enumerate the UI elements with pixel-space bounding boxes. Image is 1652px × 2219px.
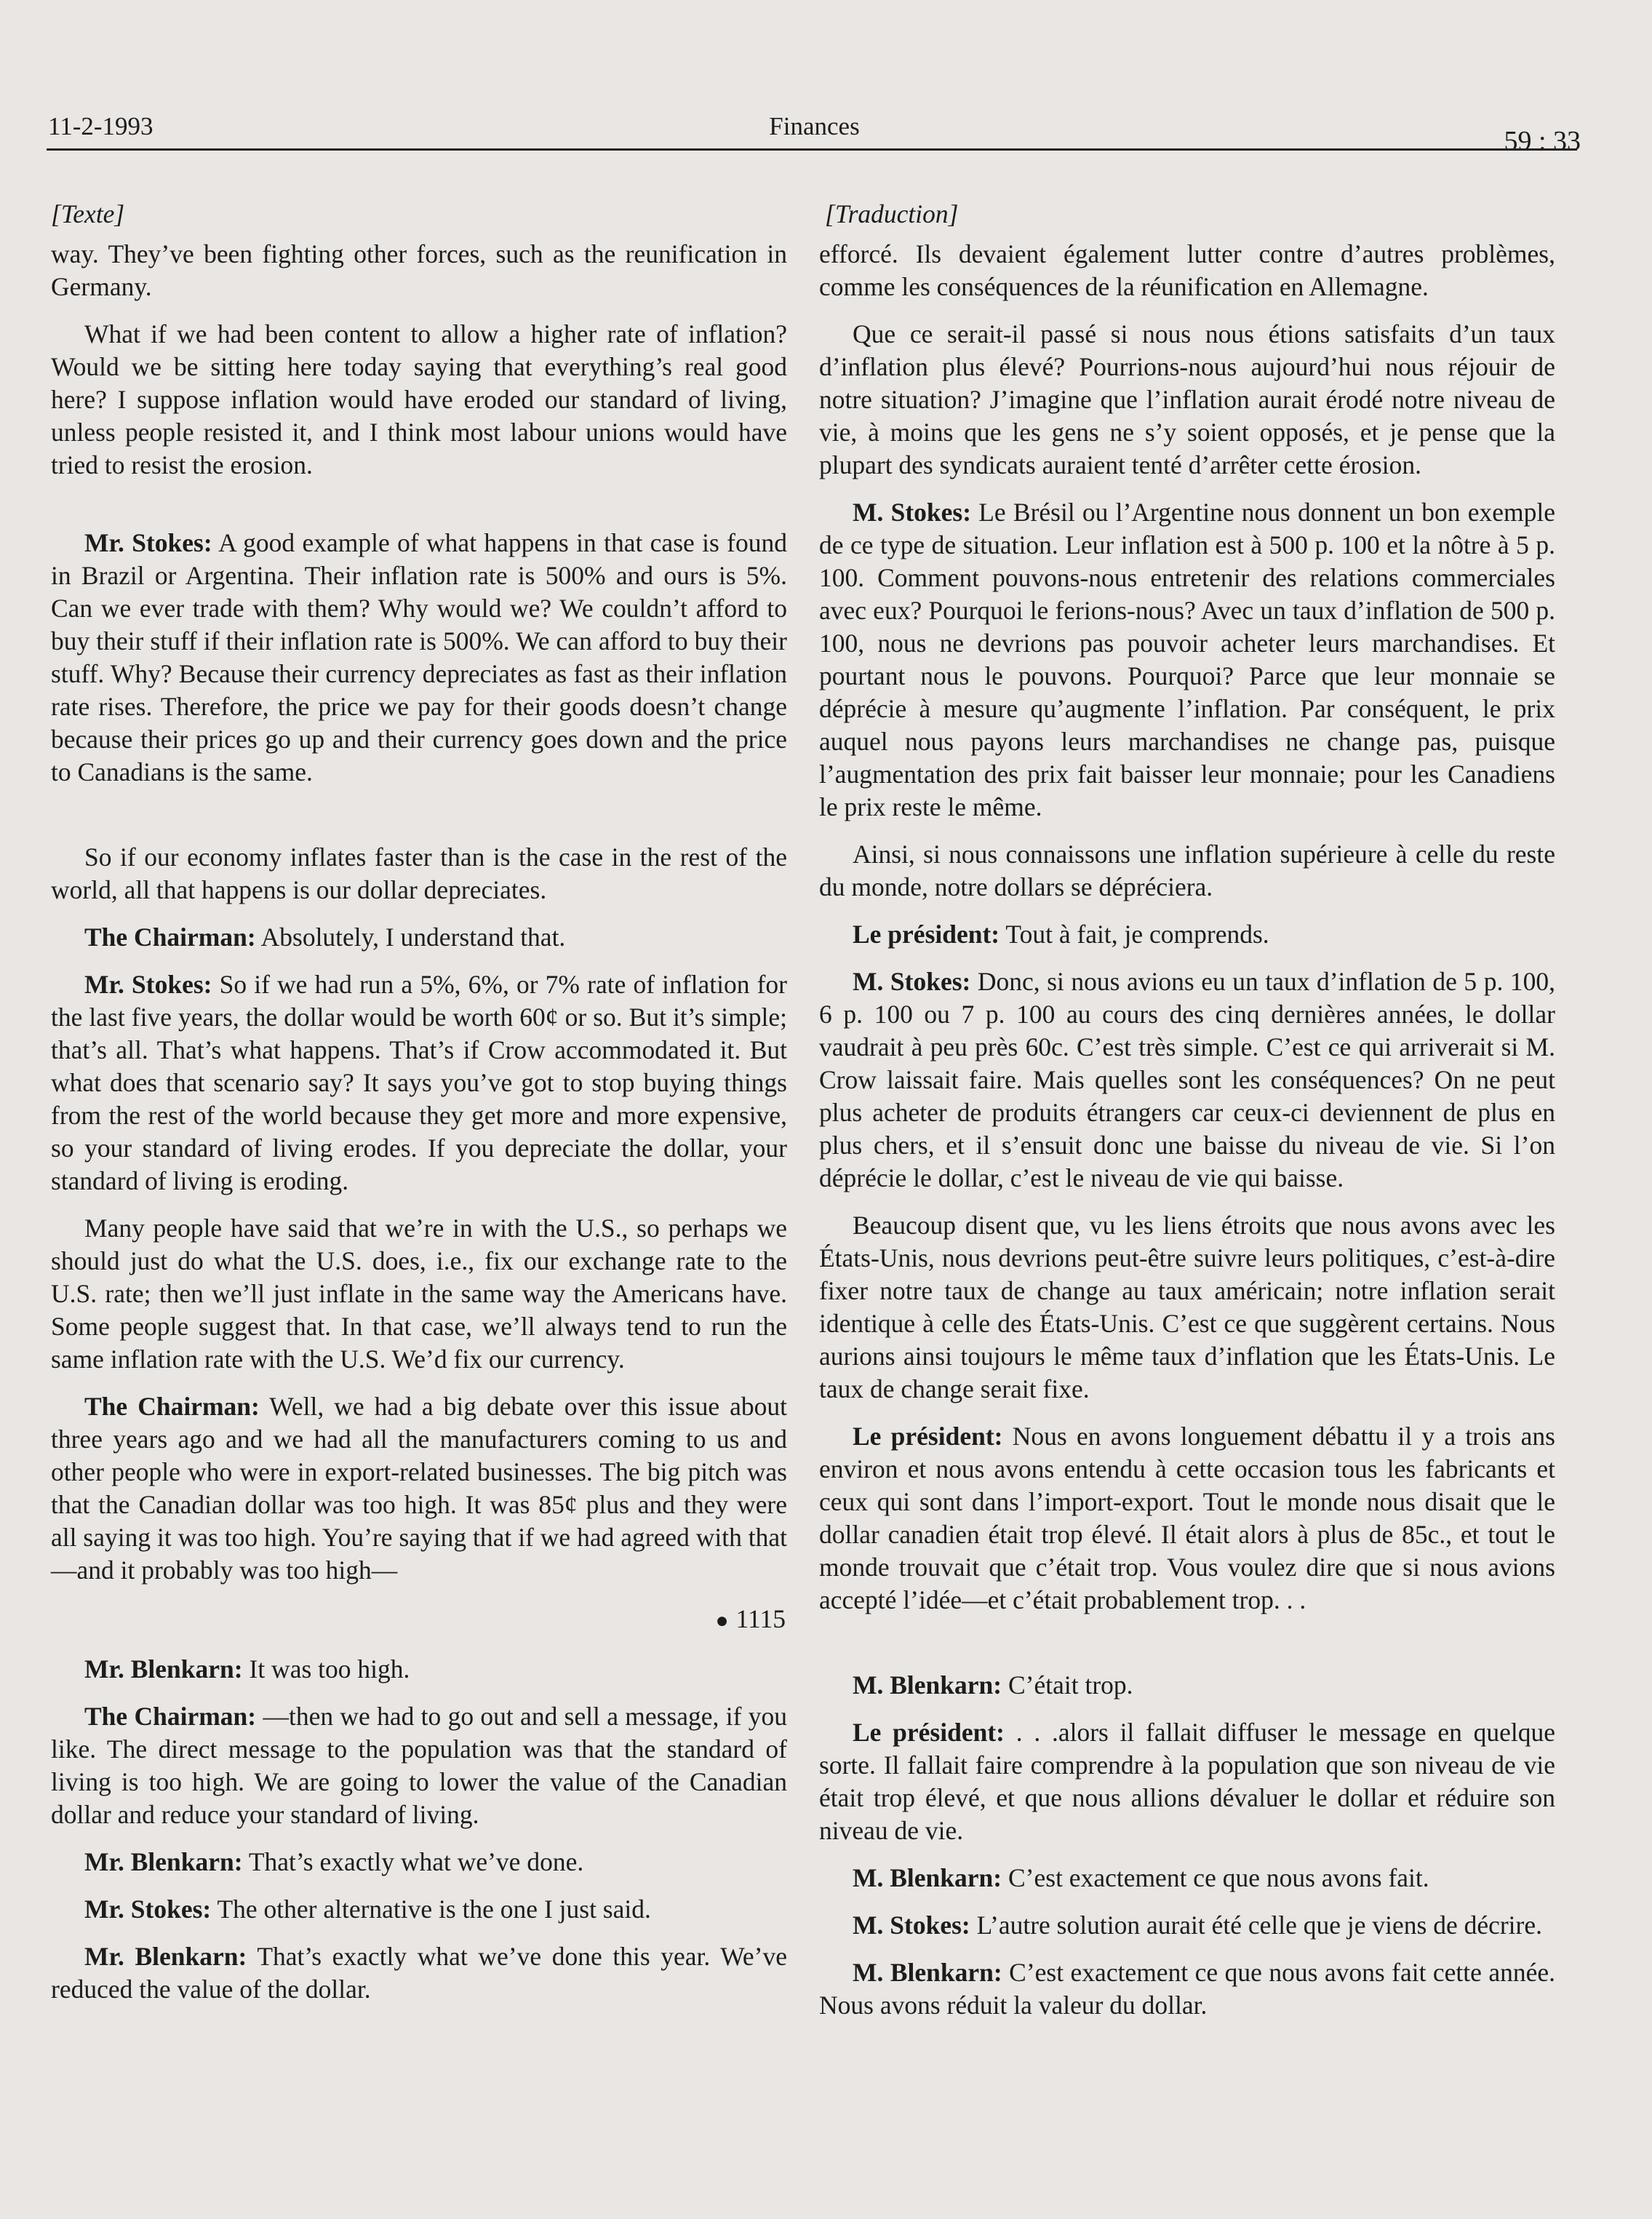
speaker-name: Mr. Stokes: — [84, 970, 212, 999]
speaker-name: The Chairman: — [84, 1392, 260, 1421]
speech-text: Tout à fait, je comprends. — [999, 920, 1269, 949]
paragraph: way. They’ve been fighting other forces, such as the reunification in Germany. — [51, 239, 787, 301]
page-header — [48, 108, 1581, 156]
speaker-paragraph — [819, 965, 1555, 1195]
speech-text: Absolutely, I understand that. — [255, 923, 566, 952]
speaker-paragraph — [819, 918, 1555, 951]
speaker-name: M. Stokes: — [853, 498, 972, 527]
speaker-name: Le président: — [853, 920, 1000, 949]
column-label-texte: [Texte] — [51, 199, 125, 228]
header-date: 11-2-1993 — [48, 112, 153, 140]
paragraph: So if our economy inflates faster than is the case in the rest of the world, all that happens is our dollar depreciates. — [51, 842, 787, 904]
speech-text: That’s exactly what we’ve done this year. We’ve reduced the value of the dollar. — [51, 1942, 787, 2004]
speaker-paragraph — [51, 968, 787, 1198]
speech-text: Well, we had a big debate over this issue about three years ago and we had all the manufacturers coming to us and other people who were in export-related businesses. The big pitch was that the Canadian dollar was too high. It was 85¢ plus and they were all saying it was too high. You’re saying that if we had agreed with that—and it probably was too high— — [51, 1392, 787, 1585]
paragraph: What if we had been content to allow a higher rate of inflation? Would we be sitting here today saying that everything’s real good here? I suppose inflation would have eroded our standard of living, unless people resisted it, and I think most labour unions would have tried to resist the erosion. — [51, 319, 787, 479]
speaker-name: M. Blenkarn: — [853, 1670, 1002, 1700]
speech-text: C’était trop. — [1002, 1670, 1133, 1700]
speech-text: It was too high. — [242, 1654, 410, 1684]
speaker-paragraph — [819, 1420, 1555, 1617]
speaker-paragraph — [51, 527, 787, 789]
time-marker-value: 1115 — [735, 1604, 786, 1633]
speaker-name: M. Stokes: — [853, 1911, 970, 1940]
paragraph: efforcé. Ils devaient également lutter contre d’autres problèmes, comme les conséquences de la réunification en Allemagne. — [819, 239, 1555, 301]
speech-text: L’autre solution aurait été celle que je viens de décrire. — [970, 1911, 1542, 1940]
speech-text: —then we had to go out and sell a message, if you like. The direct message to the population was that the standard of living is too high. We are going to lower the value of the Canadian dollar and reduce your standard of living. — [51, 1702, 787, 1829]
header-title: Finances — [769, 112, 860, 140]
speaker-paragraph — [51, 1846, 787, 1879]
paragraph: Many people have said that we’re in with the U.S., so perhaps we should just do what the U.S. does, i.e., fix our exchange rate to the U.S. rate; then we’ll just inflate in the same way the Americans have. Some people suggest that. In that case, we’ll always tend to run the same inflation rate with the U.S. We’d fix our currency. — [51, 1214, 787, 1374]
speaker-paragraph — [51, 1700, 787, 1831]
speaker-name: Mr. Blenkarn: — [84, 1847, 243, 1876]
speaker-name: Mr. Stokes: — [84, 1895, 212, 1924]
speech-text: That’s exactly what we’ve done. — [242, 1847, 584, 1876]
bullet-icon: ● — [715, 1609, 729, 1633]
speech-text: A good example of what happens in that case is found in Brazil or Argentina. Their inflation rate is 500% and ours is 5%. Can we ever trade with them? Why would we? We couldn’t afford to buy their stuff if their inflation rate is 500%. We can afford to buy their stuff. Why? Because their currency depreciates as fast as their inflation rate rises. Therefore, the price we pay for their goods doesn’t change because their prices go up and their currency goes down and the price to Canadians is the same. — [51, 528, 787, 786]
page-number: 59 : 33 — [1504, 126, 1581, 156]
column-label-traduction: [Traduction] — [825, 199, 959, 228]
speech-text: So if we had run a 5%, 6%, or 7% rate of inflation for the last five years, the dollar would be worth 60¢ or so. But it’s simple; that’s all. That’s what happens. That’s if Crow accommodated it. But what does that scenario say? It says you’ve got to stop buying things from the rest of the world because they get more and more expensive, so your standard of living erodes. If you depreciate the dollar, your standard of living is eroding. — [51, 970, 787, 1195]
speaker-paragraph — [819, 1716, 1555, 1847]
speaker-name: Le président: — [853, 1422, 1003, 1451]
speaker-name: M. Blenkarn: — [853, 1863, 1002, 1892]
speaker-name: M. Stokes: — [853, 967, 971, 996]
speech-text: Donc, si nous avions eu un taux d’inflation de 5 p. 100, 6 p. 100 ou 7 p. 100 au cours des cinq dernières années, le dollar vaudrait à peu près 60c. C’est très simple. C’est ce qui arriverait si M. Crow laissait faire. Mais quelles sont les conséquences? On ne peut plus acheter de produits étrangers car ceux-ci deviennent de plus en plus chers, et il s’ensuit donc une baisse du niveau de vie. Si l’on déprécie le dollar, c’est le niveau de vie qui baisse. — [819, 967, 1555, 1192]
speaker-paragraph — [819, 1956, 1555, 2022]
speech-text: The other alternative is the one I just said. — [211, 1895, 651, 1924]
speech-text: Nous en avons longuement débattu il y a trois ans environ et nous avons entendu à cette occasion tous les fabricants et ceux qui sont dans l’import-export. Tout le monde nous disait que le dollar canadien était trop élevé. Il était alors à plus de 85c., et tout le monde trouvait que c’était trop. Vous voulez dire que si nous avions accepté l’idée—et c’était probablement trop. . . — [819, 1422, 1555, 1614]
speaker-paragraph — [819, 1669, 1555, 1702]
speaker-name: The Chairman: — [84, 923, 256, 952]
speech-text: Le Brésil ou l’Argentine nous donnent un bon exemple de ce type de situation. Leur inflation est à 500 p. 100 et la nôtre à 5 p. 100. Comment pouvons-nous entretenir des relations commerciales avec eux? Pourquoi le ferions-nous? Avec un taux d’inflation de 500 p. 100, nous ne devrions pas pouvoir acheter leurs marchandises. Et pourtant nous le pouvons. Pourquoi? Parce que leur monnaie se déprécie à mesure qu’augmente l’inflation. Par conséquent, le prix auquel nous payons leurs marchandises ne change pas, puisque l’augmentation des prix fait baisser leur monnaie; pour les Canadiens le prix reste le même. — [819, 498, 1555, 821]
speaker-paragraph — [51, 921, 787, 954]
speaker-name: M. Blenkarn: — [853, 1958, 1002, 1987]
time-marker — [51, 1603, 787, 1637]
speaker-paragraph — [51, 1653, 787, 1686]
paragraph: Beaucoup disent que, vu les liens étroits que nous avons avec les États-Unis, nous devrions peut-être suivre leurs politiques, c’est-à-dire fixer notre taux de change au taux américain; notre inflation serait identique à celle des États-Unis. C’est ce que suggèrent certains. Nous aurions ainsi toujours le même taux d’inflation que les États-Unis. Le taux de change serait fixe. — [819, 1211, 1555, 1403]
french-column — [819, 198, 1555, 2036]
speaker-paragraph — [819, 1909, 1555, 1942]
speaker-name: Mr. Blenkarn: — [84, 1654, 243, 1684]
speaker-paragraph — [819, 1862, 1555, 1895]
speech-text: C’est exactement ce que nous avons fait. — [1002, 1863, 1429, 1892]
english-column — [51, 198, 787, 2020]
speaker-name: The Chairman: — [84, 1702, 257, 1731]
speaker-name: Le président: — [853, 1718, 1005, 1747]
speech-text: . . .alors il fallait diffuser le message en quelque sorte. Il fallait faire comprendre à la population que son niveau de vie était trop élevé, et que nous allions dévaluer le dollar et réduire son niveau de vie. — [819, 1718, 1555, 1845]
speaker-paragraph — [819, 496, 1555, 824]
paragraph: Ainsi, si nous connaissons une inflation supérieure à celle du reste du monde, notre dollars se dépréciera. — [819, 840, 1555, 901]
paragraph: Que ce serait-il passé si nous nous étions satisfaits d’un taux d’inflation plus élevé? Pourrions-nous aujourd’hui nous réjouir de notre situation? J’imagine que l’inflation aurait érodé notre niveau de vie, à moins que les gens ne s’y soient opposés, et je pense que la plupart des syndicats auraient tenté d’arrêter cette érosion. — [819, 319, 1555, 479]
speech-text: C’est exactement ce que nous avons fait cette année. Nous avons réduit la valeur du dollar. — [819, 1958, 1555, 2020]
speaker-paragraph — [51, 1390, 787, 1587]
speaker-name: Mr. Blenkarn: — [84, 1942, 247, 1971]
speaker-paragraph — [51, 1940, 787, 2006]
speaker-name: Mr. Stokes: — [84, 528, 212, 557]
header-rule — [47, 148, 1577, 151]
speaker-paragraph — [51, 1893, 787, 1926]
